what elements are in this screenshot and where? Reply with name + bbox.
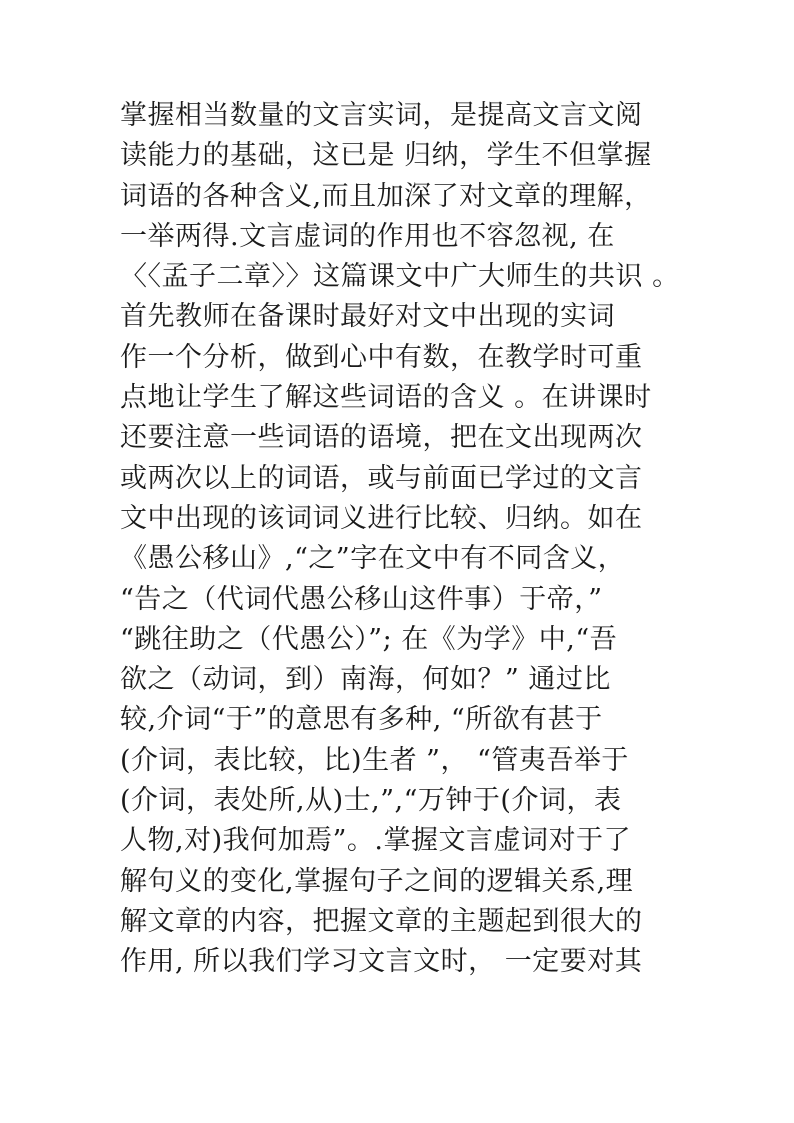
text-line: 《愚公移山》,“之”字在文中有不同含义， (120, 543, 626, 575)
text-line: “跳往助之（代愚公）”; 在《为学》中,“吾 (120, 623, 618, 655)
text-line: 词语的各种含义,而且加深了对文章的理解， (120, 180, 652, 212)
text-line: 解句义的变化,掌握句子之间的逻辑关系,理 (120, 865, 634, 897)
text-line: 文中出现的该词词义进行比较、归纳。如在 (120, 502, 643, 534)
text-line: 首先教师在备课时最好对文中出现的实词 (120, 301, 615, 333)
text-line: 欲之（动词，到）南海，何如？” 通过比 (120, 664, 611, 696)
text-line: 〈〈孟子二章〉〉这篇课文中广大师生的共识 。 (120, 261, 680, 293)
text-line: 作一个分析，做到心中有数，在教学时可重 (120, 341, 643, 373)
text-line: 作用, 所以我们学习文言文时， 一定要对其 (120, 946, 643, 978)
text-line: 点地让学生了解这些词语的含义 。在讲课时 (120, 382, 652, 414)
text-line: 读能力的基础，这已是 归纳，学生不但掌握 (120, 140, 652, 172)
text-line: 掌握相当数量的文言实词，是提高文言文阅 (120, 100, 643, 131)
text-line: (介词，表比较，比)生者 ”， “管夷吾举于 (120, 744, 629, 776)
text-line: 解文章的内容，把握文章的主题起到很大的 (120, 905, 643, 937)
text-line: “告之（代词代愚公移山这件事）于帝，” (120, 583, 603, 615)
text-line: 还要注意一些词语的语境，把在文出现两次 (120, 422, 643, 454)
text-line: 或两次以上的词语，或与前面已学过的文言 (120, 462, 643, 494)
text-line: 一举两得.文言虚词的作用也不容忽视, 在 (120, 220, 615, 252)
body-text (120, 96, 686, 983)
text-line: 人物,对)我何加焉”。.掌握文言虚词对于了 (120, 825, 632, 857)
text-line: 较,介词“于”的意思有多种, “所欲有甚于 (120, 704, 603, 736)
text-line: (介词，表处所,从)士,”,“万钟于(介词，表 (120, 785, 622, 817)
